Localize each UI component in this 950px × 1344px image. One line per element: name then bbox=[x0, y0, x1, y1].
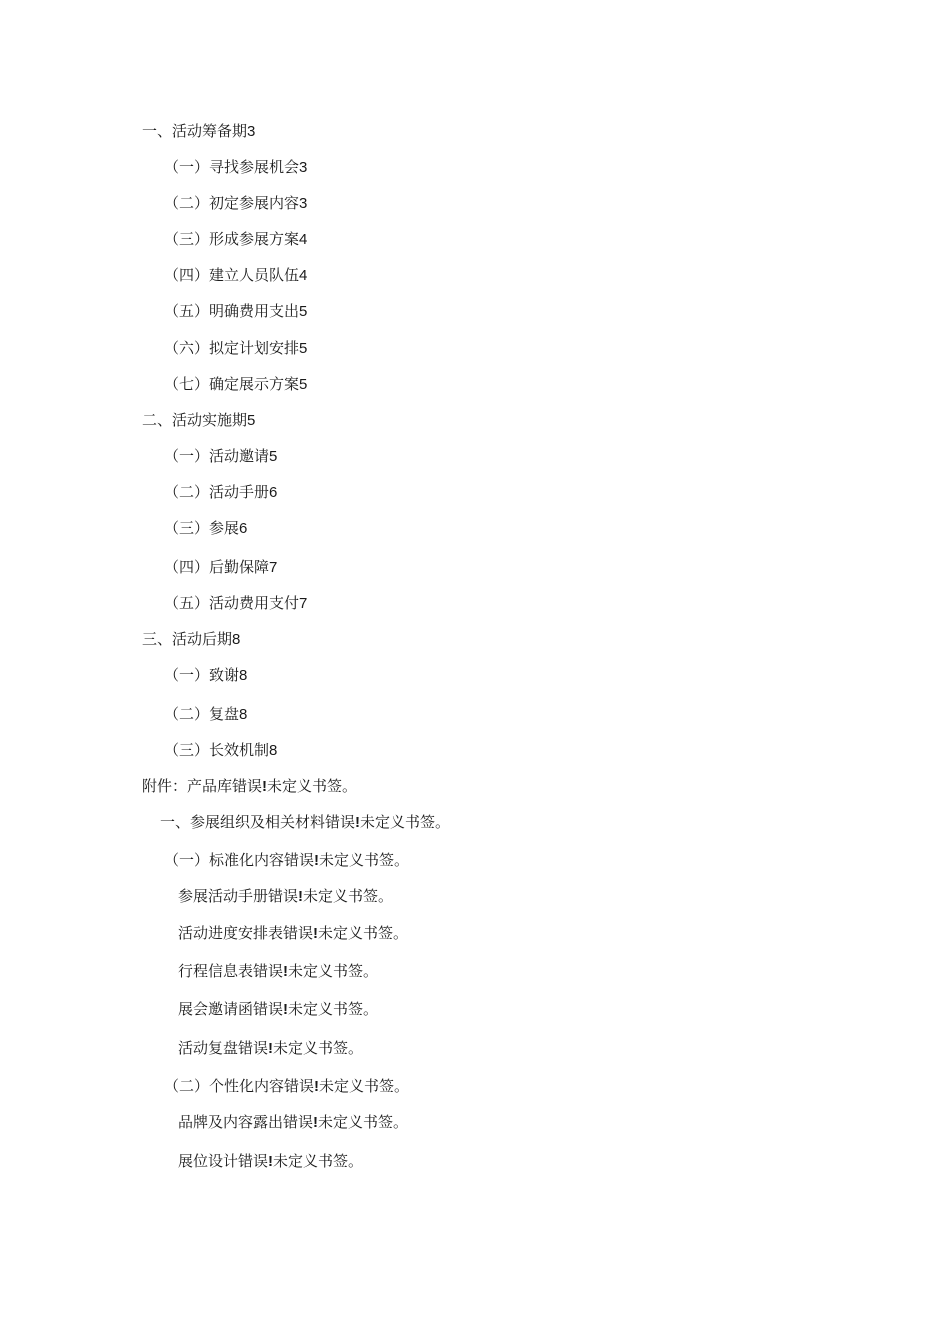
error-bang: ! bbox=[283, 1001, 289, 1018]
toc-entry-title: 活动复盘错误 bbox=[178, 1039, 269, 1057]
toc-entry-page: 3 bbox=[299, 195, 308, 212]
toc-entry-title: （一）致谢 bbox=[164, 666, 240, 684]
toc-entry[interactable] bbox=[164, 338, 307, 359]
toc-entry-page: 8 bbox=[239, 667, 248, 684]
toc-error-entry[interactable] bbox=[178, 923, 408, 944]
error-message: 未定义书签。 bbox=[319, 1077, 410, 1095]
toc-entry-title: 二、活动实施期 bbox=[142, 411, 248, 429]
toc-entry-page: 8 bbox=[232, 631, 241, 648]
toc-error-entry[interactable] bbox=[164, 850, 409, 871]
error-bang: ! bbox=[262, 778, 268, 795]
toc-entry-title: 展位设计错误 bbox=[178, 1152, 269, 1170]
toc-entry-title: （四）后勤保障 bbox=[164, 558, 270, 576]
toc-entry-title: （七）确定展示方案 bbox=[164, 375, 300, 393]
toc-entry-title: 一、参展组织及相关材料错误 bbox=[160, 813, 356, 831]
toc-entry-title: （二）个性化内容错误 bbox=[164, 1077, 315, 1095]
toc-entry-page: 5 bbox=[299, 376, 308, 393]
toc-entry[interactable] bbox=[164, 301, 307, 322]
error-bang: ! bbox=[313, 1114, 319, 1131]
toc-entry-page: 4 bbox=[299, 231, 308, 248]
toc-entry-title: 展会邀请函错误 bbox=[178, 1000, 284, 1018]
toc-entry-title: （五）明确费用支出 bbox=[164, 302, 300, 320]
toc-entry-title: 附件：产品库错误 bbox=[142, 777, 263, 795]
toc-entry-title: （五）活动费用支付 bbox=[164, 594, 300, 612]
toc-error-entry[interactable] bbox=[142, 776, 357, 797]
toc-entry-title: （二）初定参展内容 bbox=[164, 194, 300, 212]
error-message: 未定义书签。 bbox=[273, 1039, 364, 1057]
toc-error-entry[interactable] bbox=[178, 1112, 408, 1133]
toc-error-entry[interactable] bbox=[178, 961, 378, 982]
toc-entry-page: 3 bbox=[247, 123, 256, 140]
toc-entry-title: （三）参展 bbox=[164, 519, 240, 537]
toc-entry-title: （一）寻找参展机会 bbox=[164, 158, 300, 176]
toc-entry-title: 行程信息表错误 bbox=[178, 962, 284, 980]
toc-entry[interactable] bbox=[164, 446, 277, 467]
toc-entry-title: （四）建立人员队伍 bbox=[164, 266, 300, 284]
error-message: 未定义书签。 bbox=[288, 962, 379, 980]
toc-entry-page: 4 bbox=[299, 267, 308, 284]
toc-entry-page: 8 bbox=[239, 706, 248, 723]
toc-entry[interactable] bbox=[164, 265, 307, 286]
error-message: 未定义书签。 bbox=[360, 813, 451, 831]
toc-entry[interactable] bbox=[164, 518, 247, 539]
toc-entry-title: 三、活动后期 bbox=[142, 630, 233, 648]
toc-entry-title: 一、活动筹备期 bbox=[142, 122, 248, 140]
toc-entry[interactable] bbox=[164, 193, 307, 214]
toc-entry[interactable] bbox=[142, 121, 255, 142]
toc-entry-title: （三）形成参展方案 bbox=[164, 230, 300, 248]
toc-entry-title: 活动进度安排表错误 bbox=[178, 924, 314, 942]
toc-entry-page: 6 bbox=[239, 520, 248, 537]
error-message: 未定义书签。 bbox=[273, 1152, 364, 1170]
toc-entry[interactable] bbox=[142, 629, 240, 650]
error-bang: ! bbox=[313, 925, 319, 942]
toc-entry-page: 7 bbox=[269, 559, 278, 576]
toc-entry[interactable] bbox=[164, 557, 277, 578]
toc-entry-title: （一）活动邀请 bbox=[164, 447, 270, 465]
toc-entry-title: 品牌及内容露出错误 bbox=[178, 1113, 314, 1131]
toc-error-entry[interactable] bbox=[178, 999, 378, 1020]
error-bang: ! bbox=[268, 1040, 274, 1057]
toc-entry[interactable] bbox=[164, 229, 307, 250]
error-message: 未定义书签。 bbox=[319, 851, 410, 869]
error-bang: ! bbox=[298, 888, 304, 905]
toc-entry[interactable] bbox=[164, 740, 277, 761]
error-bang: ! bbox=[314, 852, 320, 869]
toc-entry-title: （三）长效机制 bbox=[164, 741, 270, 759]
toc-entry-page: 7 bbox=[299, 595, 308, 612]
error-message: 未定义书签。 bbox=[303, 887, 394, 905]
error-message: 未定义书签。 bbox=[288, 1000, 379, 1018]
error-bang: ! bbox=[314, 1078, 320, 1095]
toc-error-entry[interactable] bbox=[178, 1151, 363, 1172]
toc-entry[interactable] bbox=[164, 665, 247, 686]
toc-entry-page: 8 bbox=[269, 742, 278, 759]
toc-entry[interactable] bbox=[164, 374, 307, 395]
error-bang: ! bbox=[268, 1153, 274, 1170]
toc-error-entry[interactable] bbox=[178, 886, 393, 907]
toc-entry[interactable] bbox=[142, 410, 255, 431]
error-message: 未定义书签。 bbox=[318, 1113, 409, 1131]
toc-entry-title: （一）标准化内容错误 bbox=[164, 851, 315, 869]
toc-entry[interactable] bbox=[164, 704, 247, 725]
error-message: 未定义书签。 bbox=[318, 924, 409, 942]
toc-entry-page: 3 bbox=[299, 159, 308, 176]
toc-entry-page: 5 bbox=[299, 340, 308, 357]
toc-entry[interactable] bbox=[164, 593, 307, 614]
toc-entry-page: 6 bbox=[269, 484, 278, 501]
toc-entry[interactable] bbox=[164, 157, 307, 178]
error-message: 未定义书签。 bbox=[267, 777, 358, 795]
toc-error-entry[interactable] bbox=[164, 1076, 409, 1097]
toc-entry-title: （二）复盘 bbox=[164, 705, 240, 723]
toc-entry[interactable] bbox=[164, 482, 277, 503]
toc-entry-page: 5 bbox=[247, 412, 256, 429]
toc-entry-title: （二）活动手册 bbox=[164, 483, 270, 501]
toc-entry-title: 参展活动手册错误 bbox=[178, 887, 299, 905]
toc-entry-page: 5 bbox=[299, 303, 308, 320]
toc-entry-page: 5 bbox=[269, 448, 278, 465]
toc-error-entry[interactable] bbox=[160, 812, 450, 833]
error-bang: ! bbox=[355, 814, 361, 831]
error-bang: ! bbox=[283, 963, 289, 980]
toc-entry-title: （六）拟定计划安排 bbox=[164, 339, 300, 357]
toc-error-entry[interactable] bbox=[178, 1038, 363, 1059]
